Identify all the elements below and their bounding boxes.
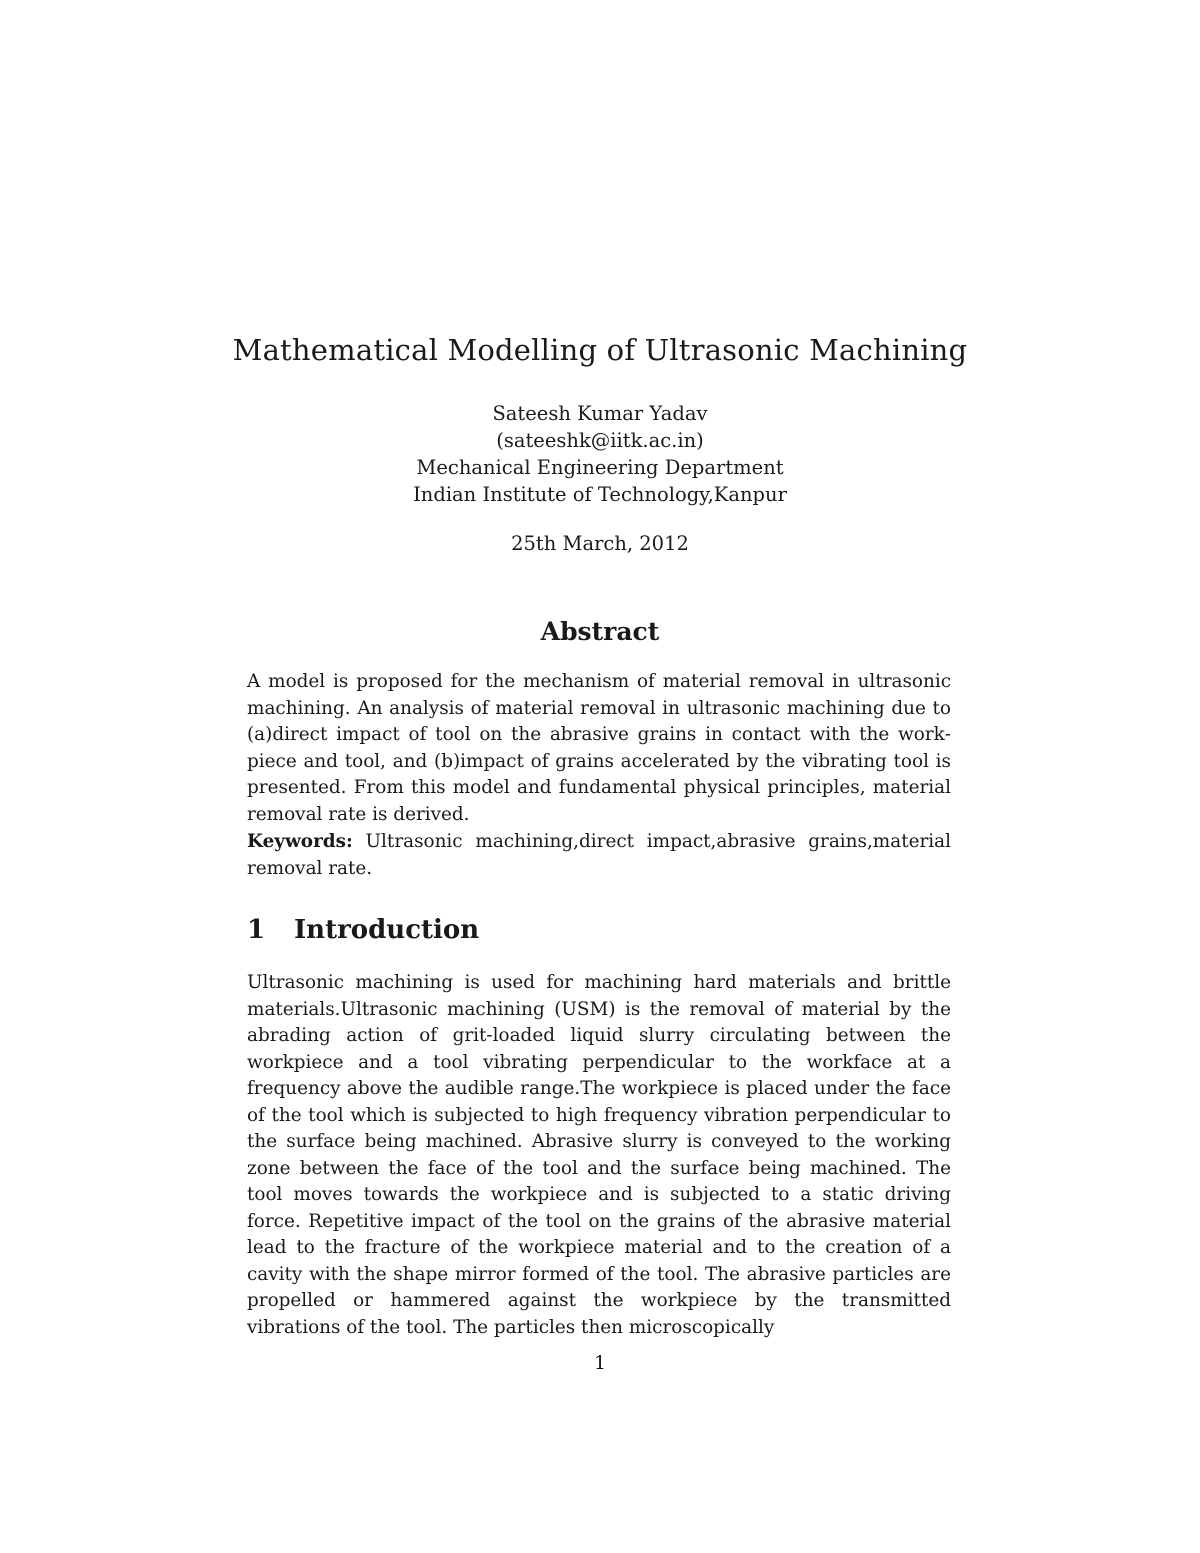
keywords-paragraph: [247, 829, 951, 882]
section-title: Introduction: [294, 915, 480, 945]
section-heading-introduction: [247, 915, 479, 945]
author-block: [0, 400, 1200, 508]
keywords-text: Ultrasonic machining,direct impact,abrasive grains,material removal rate.: [247, 831, 951, 879]
section-number: 1: [247, 915, 266, 945]
keywords-label: Keywords:: [247, 831, 353, 852]
paper-title: Mathematical Modelling of Ultrasonic Machining: [232, 333, 968, 367]
author-institute: Indian Institute of Technology,Kanpur: [413, 483, 787, 506]
introduction-body: Ultrasonic machining is used for machining hard materials and brittle materials.Ultrasonic machining (USM) is the removal of material by the abrading action of grit-loaded liquid slurry circulating between the workpiece and a tool vibrating perpendicular to the workface at a frequency above the audible range.The workpiece is placed under the face of the tool which is subjected to high frequency vibration perpendicular to the surface being machined. Abrasive slurry is conveyed to the working zone between the face of the tool and the surface being machined. The tool moves towards the workpiece and is subjected to a static driving force. Repetitive impact of the tool on the grains of the abrasive material lead to the fracture of the workpiece material and to the creation of a cavity with the shape mirror formed of the tool. The abrasive particles are propelled or hammered against the workpiece by the transmitted vibrations of the tool. The particles then microscopically: [247, 972, 951, 1338]
author-email: (sateeshk@iitk.ac.in): [496, 429, 704, 452]
abstract-body: A model is proposed for the mechanism of material removal in ultrasonic machining. An analysis of material removal in ultrasonic machining due to (a)direct impact of tool on the abrasive grains in contact with the workpiece and tool, and (b)impact of grains accelerated by the vibrating tool is presented. From this model and fundamental physical principles, material removal rate is derived.: [247, 671, 951, 825]
paper-date: 25th March, 2012: [511, 532, 689, 555]
author-name: Sateesh Kumar Yadav: [492, 402, 708, 425]
page-number: 1: [593, 1352, 607, 1374]
author-department: Mechanical Engineering Department: [416, 456, 784, 479]
abstract-heading: Abstract: [540, 617, 660, 646]
